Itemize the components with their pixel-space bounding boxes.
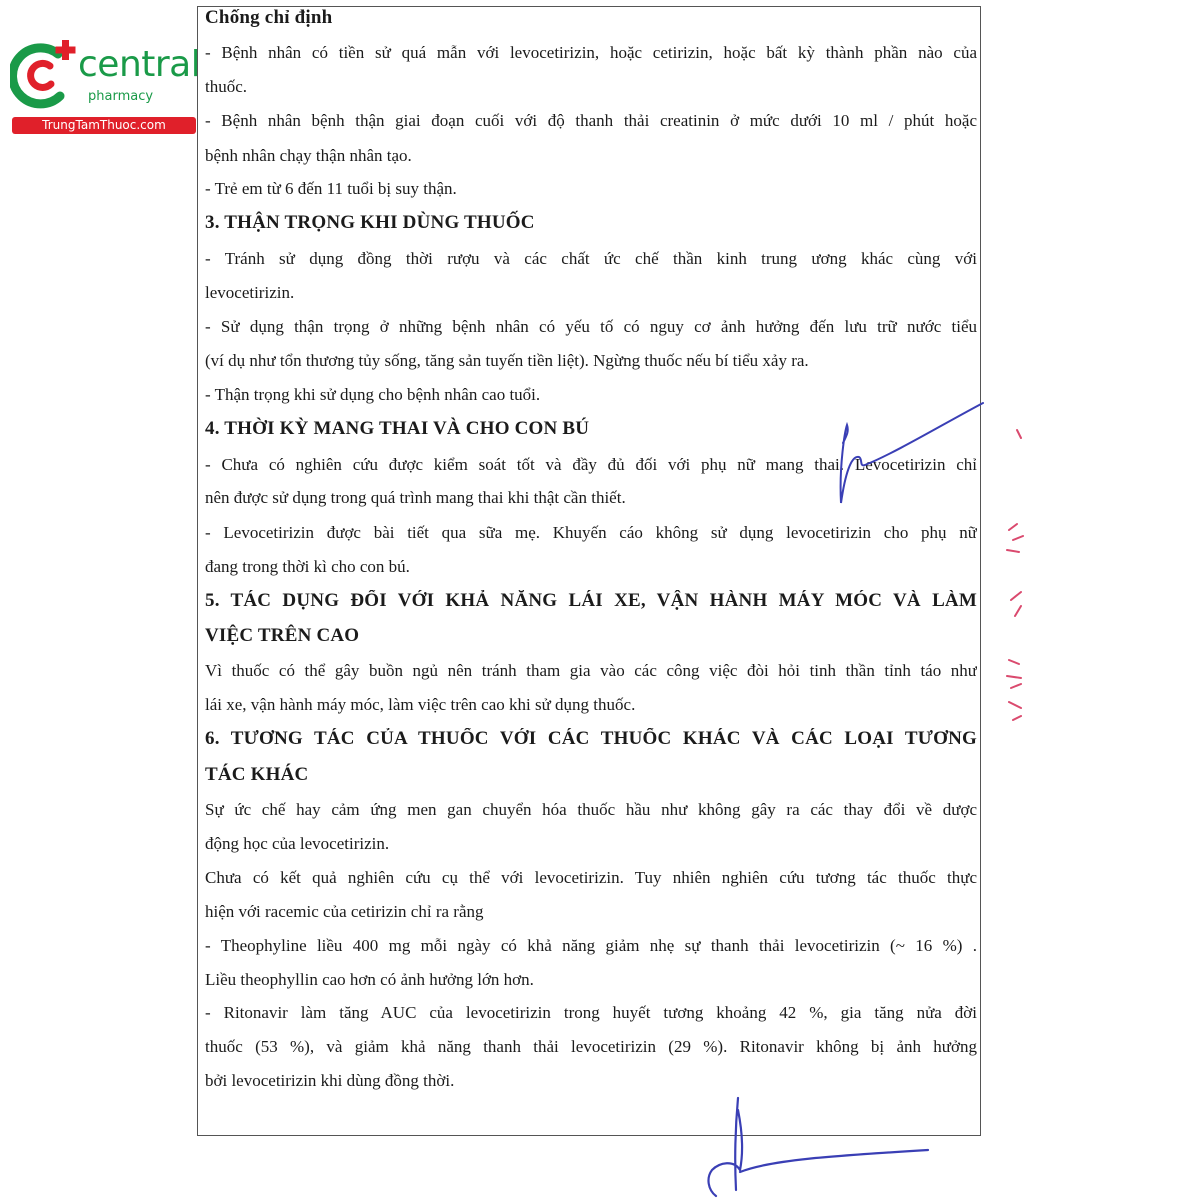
text-line: - Bệnh nhân bệnh thận giai đoạn cuối với độ thanh thải creatinin ở mức dưới 10 ml / phút hoặc <box>205 111 977 130</box>
text-line: - Ritonavir làm tăng AUC của levocetirizin trong huyết tương khoảng 42 %, gia tăng nửa đời <box>205 1003 977 1022</box>
signature-top-icon <box>825 395 990 510</box>
text-line: Sự ức chế hay cảm ứng men gan chuyển hóa thuốc hầu như không gây ra các thay đổi về dược <box>205 800 977 819</box>
text-line: bởi levocetirizin khi dùng đồng thời. <box>205 1071 455 1090</box>
text-line: Chưa có kết quả nghiên cứu cụ thể với levocetirizin. Tuy nhiên nghiên cứu tương tác thuốc thực <box>205 868 977 887</box>
text-line: lái xe, vận hành máy móc, làm việc trên cao khi sử dụng thuốc. <box>205 695 636 714</box>
section-heading-5: 5. TÁC DỤNG ĐỐI VỚI KHẢ NĂNG LÁI XE, VẬN HÀNH MÁY MÓC VÀ LÀM <box>205 590 977 611</box>
text-line: đang trong thời kì cho con bú. <box>205 557 410 576</box>
text-line: nên được sử dụng trong quá trình mang thai khi thật cần thiết. <box>205 488 626 507</box>
logo-wordmark: central <box>78 44 201 85</box>
text-line: hiện với racemic của cetirizin chỉ ra rằng <box>205 902 484 921</box>
text-line: - Bệnh nhân có tiền sử quá mẫn với levocetirizin, hoặc cetirizin, hoặc bất kỳ thành phần nào của <box>205 43 977 62</box>
text-line: - Sử dụng thận trọng ở những bệnh nhân có yếu tố có nguy cơ ảnh hưởng đến lưu trữ nước tiểu <box>205 317 977 336</box>
logo-website: TrungTamThuoc.com <box>12 117 196 134</box>
signature-bottom-icon <box>690 1090 950 1200</box>
section-heading-6-cont: TÁC KHÁC <box>205 764 309 785</box>
section-heading-6: 6. TƯƠNG TÁC CỦA THUỐC VỚI CÁC THUỐC KHÁC VÀ CÁC LOẠI TƯƠNG <box>205 728 977 749</box>
text-line: - Thận trọng khi sử dụng cho bệnh nhân cao tuổi. <box>205 385 541 404</box>
text-line: - Tránh sử dụng đồng thời rượu và các chất ức chế thần kinh trung ương khác cùng với <box>205 249 977 268</box>
text-line: Vì thuốc có thể gây buồn ngủ nên tránh tham gia vào các công việc đòi hỏi tinh thần tỉnh táo như <box>205 661 977 680</box>
section-heading-4: 4. THỜI KỲ MANG THAI VÀ CHO CON BÚ <box>205 418 590 439</box>
contraindication-heading: Chống chỉ định <box>205 7 333 28</box>
text-line: - Chưa có nghiên cứu được kiểm soát tốt và đầy đủ đối với phụ nữ mang thai. Levocetirizin chỉ <box>205 455 977 474</box>
text-line: - Trẻ em từ 6 đến 11 tuổi bị suy thận. <box>205 179 457 198</box>
text-line: bệnh nhân chạy thận nhân tạo. <box>205 146 412 165</box>
text-line: (ví dụ như tổn thương tủy sống, tăng sản tuyến tiền liệt). Ngừng thuốc nếu bí tiểu xảy ra. <box>205 351 809 370</box>
text-line: động học của levocetirizin. <box>205 834 390 853</box>
text-line: - Levocetirizin được bài tiết qua sữa mẹ. Khuyến cáo không sử dụng levocetirizin cho phụ nữ <box>205 523 977 542</box>
section-heading-5-cont: VIỆC TRÊN CAO <box>205 625 360 646</box>
logo-mark-icon <box>10 38 82 110</box>
section-heading-3: 3. THẬN TRỌNG KHI DÙNG THUỐC <box>205 212 535 233</box>
text-line: thuốc. <box>205 77 248 96</box>
text-line: levocetirizin. <box>205 283 295 302</box>
logo-subtitle: pharmacy <box>88 89 154 104</box>
text-line: thuốc (53 %), và giảm khả năng thanh thải levocetirizin (29 %). Ritonavir không bị ảnh hưởng <box>205 1037 977 1056</box>
text-line: - Theophyline liều 400 mg mỗi ngày có khả năng giảm nhẹ sự thanh thải levocetirizin (~ 16 %) . <box>205 936 977 955</box>
partial-red-stamp-icon <box>1003 420 1033 740</box>
text-line: Liều theophyllin cao hơn có ảnh hưởng lớn hơn. <box>205 970 534 989</box>
